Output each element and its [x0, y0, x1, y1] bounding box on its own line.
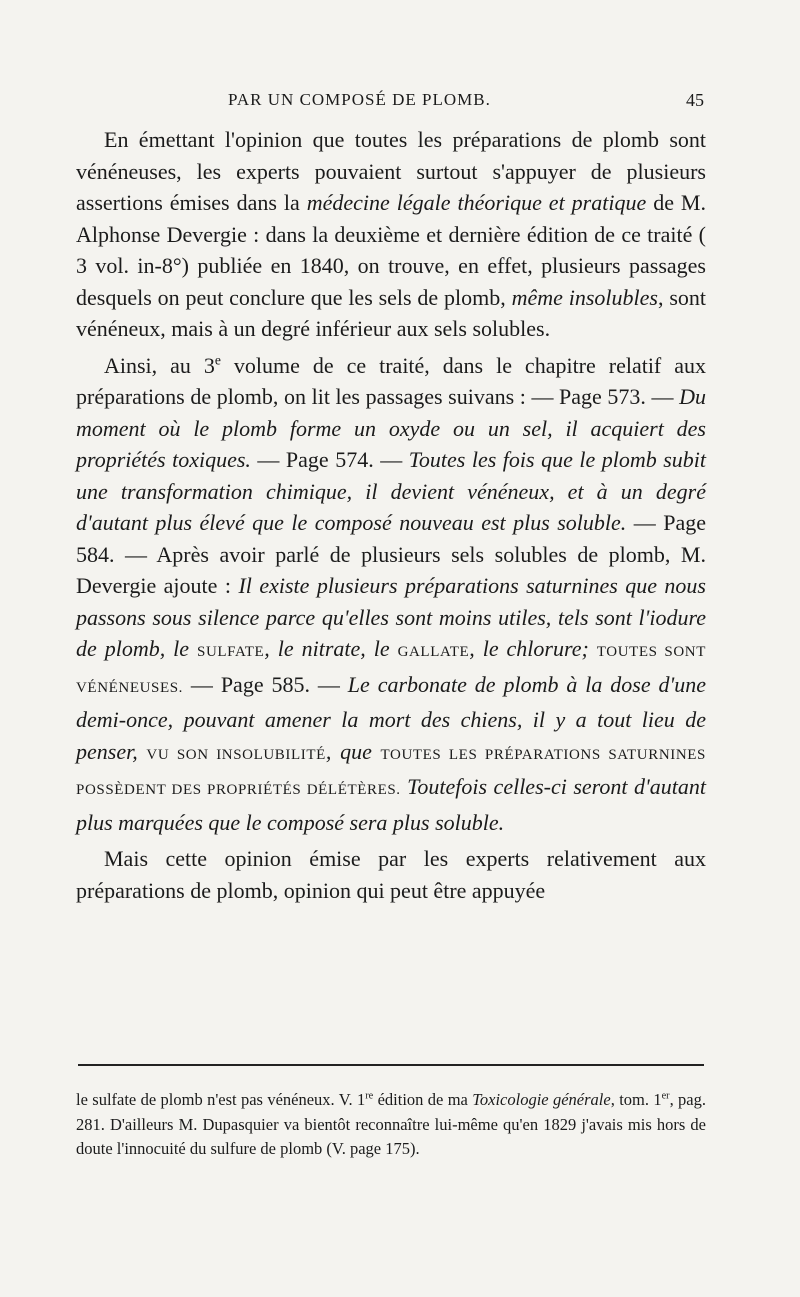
text-run: TOUTES LES PRÉPARATIONS SATURNINES POSSÈDENT DES PROPRIÉTÉS DÉLÉTÈRES.	[76, 746, 707, 798]
paragraph-3	[76, 843, 706, 906]
italic-text: Toutefois celles-ci seront d'autant plus marquées que le composé sera plus soluble.	[76, 774, 706, 835]
text-run: le sulfate de plomb n'est pas vénéneux. V. 1	[76, 1090, 366, 1109]
italic-text: Le carbonate de plomb à la dose d'une demi-once, pouvant amener la mort des chiens, il y a tout lieu de penser,	[76, 671, 706, 764]
text-run: TOUTES SONT VÉNÉNEUSES.	[76, 644, 707, 696]
text-run: , tom. 1	[610, 1090, 662, 1109]
superscript: e	[214, 352, 221, 368]
italic-text: médecine légale théorique et pratique	[306, 190, 647, 215]
text-run: GALLATE	[397, 644, 470, 660]
footnote-text	[76, 1088, 706, 1162]
text-run: SULFATE	[197, 644, 265, 660]
italic-text: Il existe plusieurs préparations saturnines que nous passons sous silence parce qu'elles sont moins utiles, tels sont l'iodure de plomb, le	[76, 573, 706, 661]
text-run: édition de ma	[373, 1090, 473, 1109]
paragraph-2	[76, 350, 706, 839]
page-number: 45	[686, 90, 704, 110]
body-text	[76, 124, 706, 911]
text-run: , pag. 281. D'ailleurs M. Dupasquier va bientôt reconnaître lui-même qu'en 1829 j'avais mis hors de doute l'innocuité du sulfure de plomb (V. page 175).	[76, 1090, 706, 1158]
italic-text: , le chlorure;	[469, 636, 597, 661]
running-title: PAR UN COMPOSÉ DE PLOMB.	[228, 90, 491, 109]
text-run: Ainsi, au 3	[104, 352, 215, 378]
italic-text: même insolubles	[511, 284, 658, 310]
text-run: — Page 574. —	[250, 447, 409, 472]
italic-text: Toxicologie générale	[472, 1090, 611, 1109]
paragraph-1	[76, 124, 706, 345]
text-run: , sont vénéneux, mais à un degré inférieur aux sels solubles.	[76, 284, 706, 341]
text-run: — Page 584. — Après avoir parlé de plusieurs sels solubles de plomb, M. Devergie ajoute :	[76, 510, 706, 598]
text-run: — Page 585. —	[183, 671, 348, 697]
text-run: VU SON INSOLUBILITÉ	[146, 746, 326, 763]
italic-text: Du moment où le plomb forme un oxyde ou un sel, il acquiert des propriétés toxiques.	[76, 384, 706, 472]
italic-text: Toutes les fois que le plomb subit une transformation chimique, il devient vénéneux, et à un degré d'autant plus élevé que le composé nouveau est plus soluble.	[76, 447, 707, 535]
page-header	[78, 90, 704, 116]
footnote	[76, 1088, 706, 1162]
superscript: er	[661, 1090, 670, 1102]
italic-text: , le nitrate, le	[264, 636, 398, 661]
text-run: de M. Alphonse Devergie : dans la deuxième et dernière édition de ce traité ( 3 vol. in-8°) publiée en 1840, on trouve, en effet, plusieurs passages desquels on peut conclure que les sels de plomb,	[76, 190, 706, 310]
text-run: Mais cette opinion émise par les experts relativement aux préparations de plomb, opinion qui peut être appuyée	[76, 846, 706, 903]
footnote-rule	[78, 1064, 704, 1066]
superscript: re	[365, 1090, 374, 1102]
text-run: volume de ce traité, dans le chapitre relatif aux préparations de plomb, on lit les passages suivans : — Page 573. —	[76, 352, 706, 409]
italic-text: , que	[325, 738, 381, 764]
text-run: En émettant l'opinion que toutes les préparations de plomb sont vénéneuses, les experts pouvaient surtout s'appuyer de plusieurs assertions émises dans la	[76, 127, 706, 215]
